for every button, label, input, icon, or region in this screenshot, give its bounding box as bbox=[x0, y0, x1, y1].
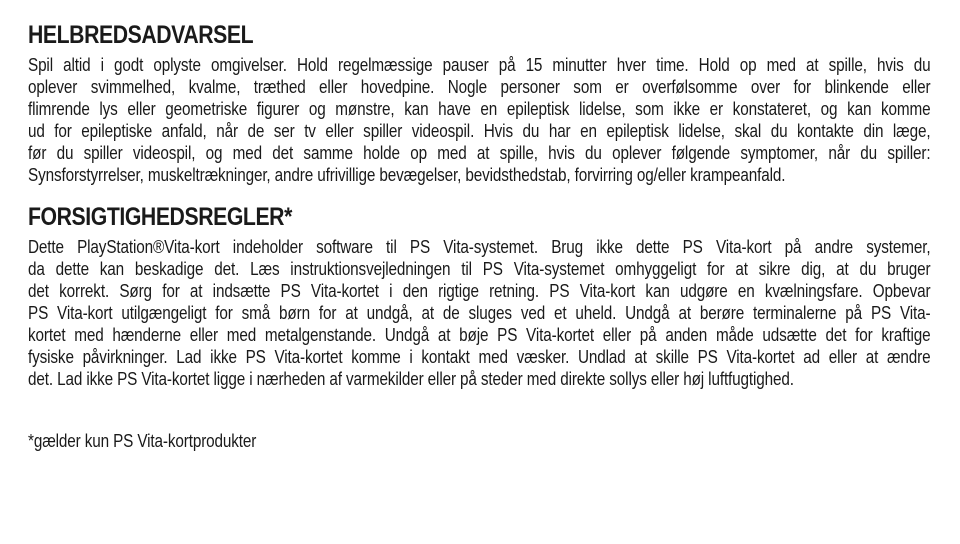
health-warning-line: ud for epileptiske anfald, når de ser tv eller spiller videospil. Hvis du har en epileptisk lidelse, skal du kontakte din læge, bbox=[28, 121, 931, 141]
health-warning-line: flimrende lys eller geometriske figurer og mønstre, kan have en epileptisk lidelse, som ikke er konstateret, og kan komme bbox=[28, 99, 931, 119]
manual-page-content bbox=[28, 22, 930, 452]
health-warning-line: Synsforstyrrelser, muskeltrækninger, andre ufrivillige bevægelser, bevidsthedstab, forvirring og/eller krampeanfald. bbox=[28, 165, 786, 185]
precautions-title: FORSIGTIGHEDSREGLER* bbox=[28, 203, 292, 231]
precautions-line: Dette PlayStation®Vita-kort indeholder software til PS Vita-systemet. Brug ikke dette PS Vita-kort på andre systemer, bbox=[28, 237, 931, 257]
health-warning-line: Spil altid i godt oplyste omgivelser. Hold regelmæssige pauser på 15 minutter hver time. Hold op med at spille, hvis du bbox=[28, 55, 931, 75]
health-warning-line: oplever svimmelhed, kvalme, træthed eller hovedpine. Nogle personer som er overfølsomme over for blinkende eller bbox=[28, 77, 931, 97]
precautions-line: da dette kan beskadige det. Læs instruktionsvejledningen til PS Vita-systemet omhyggeligt for at sikre dig, at du bruger bbox=[28, 259, 931, 279]
health-warning-line: før du spiller videospil, og med det samme holde op med at spille, hvis du oplever følgende symptomer, når du spiller: bbox=[28, 143, 931, 163]
health-warning-title: HELBREDSADVARSEL bbox=[28, 21, 254, 49]
precautions-line: PS Vita-kort utilgængeligt for små børn for at undgå, at de sluges ved et uheld. Undgå at berøre terminalerne på PS Vita- bbox=[28, 303, 931, 323]
footnote: *gælder kun PS Vita-kortprodukter bbox=[28, 431, 257, 451]
precautions-line: fysiske påvirkninger. Lad ikke PS Vita-kortet komme i kontakt med væsker. Undlad at skille PS Vita-kortet ad eller at ændre bbox=[28, 347, 931, 367]
precautions-line: det korrekt. Sørg for at indsætte PS Vita-kortet i den rigtige retning. PS Vita-kort kan udgøre en kvælningsfare. Opbevar bbox=[28, 281, 931, 301]
precautions-line: kortet med hænderne eller med metalgenstande. Undgå at bøje PS Vita-kortet eller på anden måde udsætte det for kraftige bbox=[28, 325, 931, 345]
precautions-line: det. Lad ikke PS Vita-kortet ligge i nærheden af varmekilder eller på steder med direkte sollys eller høj luftfugtighed. bbox=[28, 369, 794, 389]
